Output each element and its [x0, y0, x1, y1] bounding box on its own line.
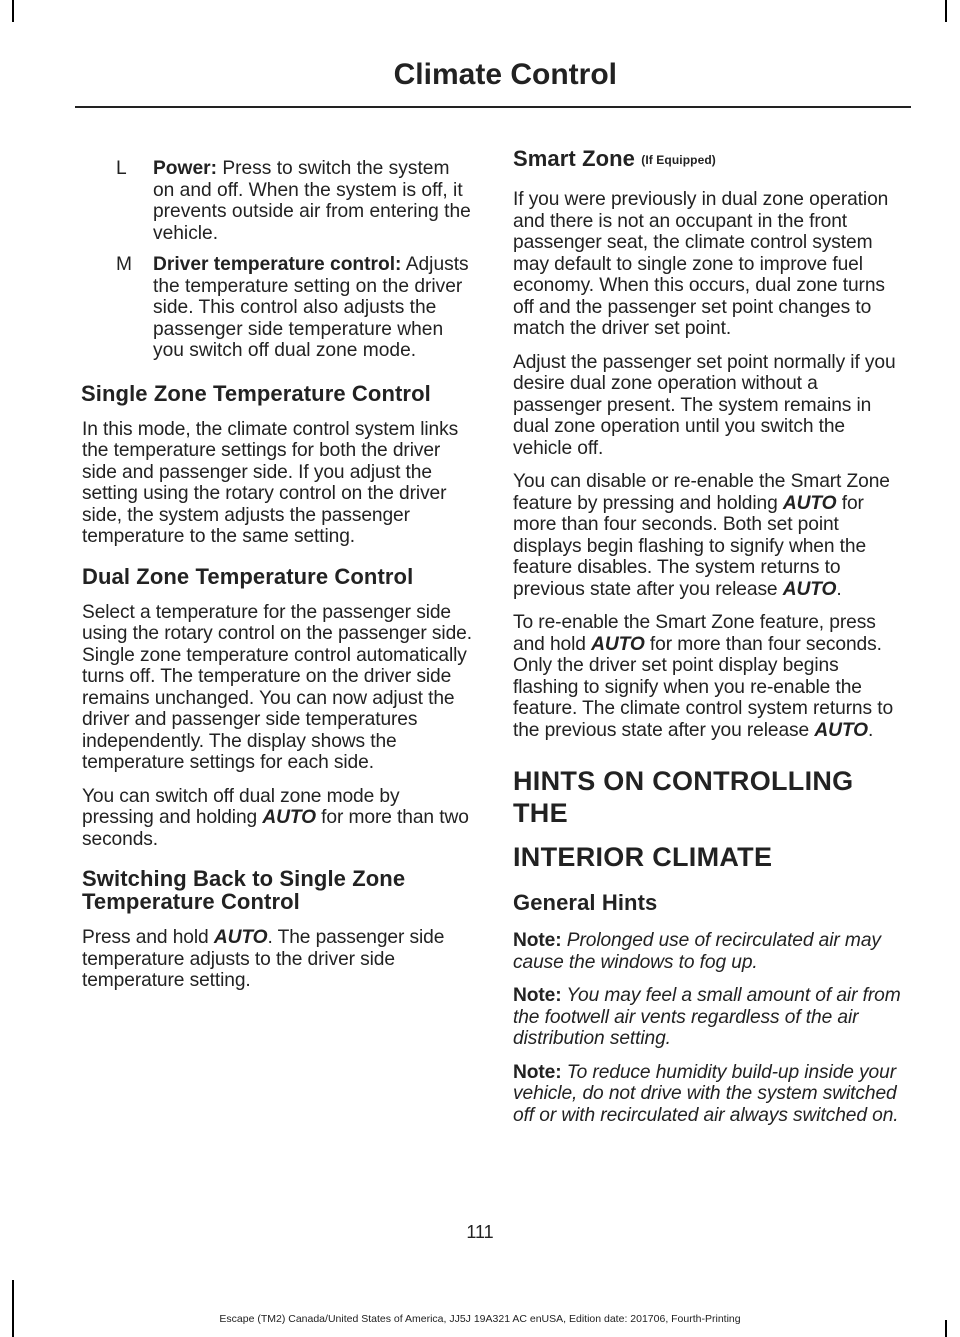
paragraph: Press and hold AUTO. The passenger side temperature adjusts to the driver side temperature setting.: [82, 927, 445, 991]
footer-text: Escape (TM2) Canada/United States of America, JJ5J 19A321 AC enUSA, Edition date: 201706, Fourth-Printing: [219, 1313, 741, 1325]
item-description: Press to switch the system on and off. When the system is off, it prevents outside air from entering the vehicle.: [153, 158, 471, 244]
item-letter: L: [116, 158, 127, 179]
heading-line-2: INTERIOR CLIMATE: [513, 842, 773, 872]
paragraph: To re-enable the Smart Zone feature, press and hold AUTO for more than four seconds. Only the driver set point display begins flashing to signify when you re-enable the feature. The climate control system returns to the previous state after you release AUTO.: [513, 612, 894, 741]
item-letter: M: [116, 254, 132, 275]
auto-button-reference: AUTO: [262, 807, 316, 828]
paragraph: You can disable or re-enable the Smart Zone feature by pressing and holding AUTO for more than four seconds. Both set point displays begin flashing to signify when the feature disables. The system returns to previous state after you release AUTO.: [513, 471, 890, 600]
right-column: [513, 147, 909, 1138]
page-title: Climate Control: [393, 58, 617, 91]
crop-mark-top-left-v: [12, 0, 14, 22]
paragraph: In this mode, the climate control system links the temperature settings for both the driver side and passenger side. If you adjust the setting using the rotary control on the driver side, the system adjusts the passenger temperature to the same setting.: [82, 418, 459, 547]
auto-button-reference: AUTO: [814, 719, 868, 741]
paragraph: If you were previously in dual zone operation and there is not an occupant in the front passenger seat, the climate control system may default to single zone to improve fuel economy. When this occurs, dual zone turns off and the passenger set point changes to match the driver set point.: [513, 189, 889, 339]
section-heading-general-hints: General Hints: [513, 890, 658, 915]
section-heading-dual-zone: Dual Zone Temperature Control: [82, 563, 414, 589]
left-column: [82, 158, 474, 1004]
item-label: Driver temperature control:: [153, 254, 402, 275]
auto-button-reference: AUTO: [782, 492, 837, 514]
item-text: [153, 158, 474, 244]
note-label: Note:: [513, 985, 562, 1006]
note-paragraph: Note: To reduce humidity build-up inside your vehicle, do not drive with the system switched off or with recirculated air always switched on.: [513, 1061, 899, 1126]
crop-mark-bottom-left-v: [12, 1280, 14, 1337]
section-heading-switching-back: Switching Back to Single Zone Temperature Control: [82, 866, 406, 914]
paragraph: Select a temperature for the passenger side using the rotary control on the passenger side. Single zone temperature control automatically turns off. The temperature on the driver side remains unchanged. You can now adjust the driver and passenger side temperatures independently. The display shows the temperature settings for each side.: [82, 601, 472, 773]
section-heading-smart-zone: Smart Zone (If Equipped): [513, 146, 716, 171]
section-heading-single-zone: Single Zone Temperature Control: [81, 380, 431, 406]
page-number: 111: [466, 1222, 494, 1242]
header-divider: [75, 106, 911, 108]
paragraph: Adjust the passenger set point normally if you desire dual zone operation without a passenger present. The system remains in dual zone operation until you switch the vehicle off.: [513, 351, 896, 459]
item-label: Power:: [153, 158, 217, 179]
crop-mark-top-right-v: [945, 0, 947, 22]
note-paragraph: Note: Prolonged use of recirculated air may cause the windows to fog up.: [513, 930, 881, 973]
auto-button-reference: AUTO: [782, 578, 837, 600]
item-description: Adjusts the temperature setting on the driver side. This control also adjusts the passenger side temperature when you switch off dual zone mode.: [153, 254, 469, 361]
item-text: [153, 254, 474, 362]
auto-button-reference: AUTO: [591, 633, 645, 655]
auto-button-reference: AUTO: [213, 927, 268, 948]
note-label: Note:: [513, 1061, 562, 1083]
note-paragraph: Note: You may feel a small amount of air from the footwell air vents regardless of the air distribution setting.: [513, 985, 901, 1049]
list-item-m: [82, 254, 474, 362]
chapter-heading-hints: [513, 765, 909, 873]
list-item-l: [82, 158, 474, 244]
equipment-note: (If Equipped): [641, 153, 716, 167]
heading-line-1: HINTS ON CONTROLLING THE: [513, 766, 854, 828]
note-label: Note:: [513, 930, 562, 951]
paragraph: You can switch off dual zone mode by pressing and holding AUTO for more than two seconds.: [82, 785, 469, 850]
